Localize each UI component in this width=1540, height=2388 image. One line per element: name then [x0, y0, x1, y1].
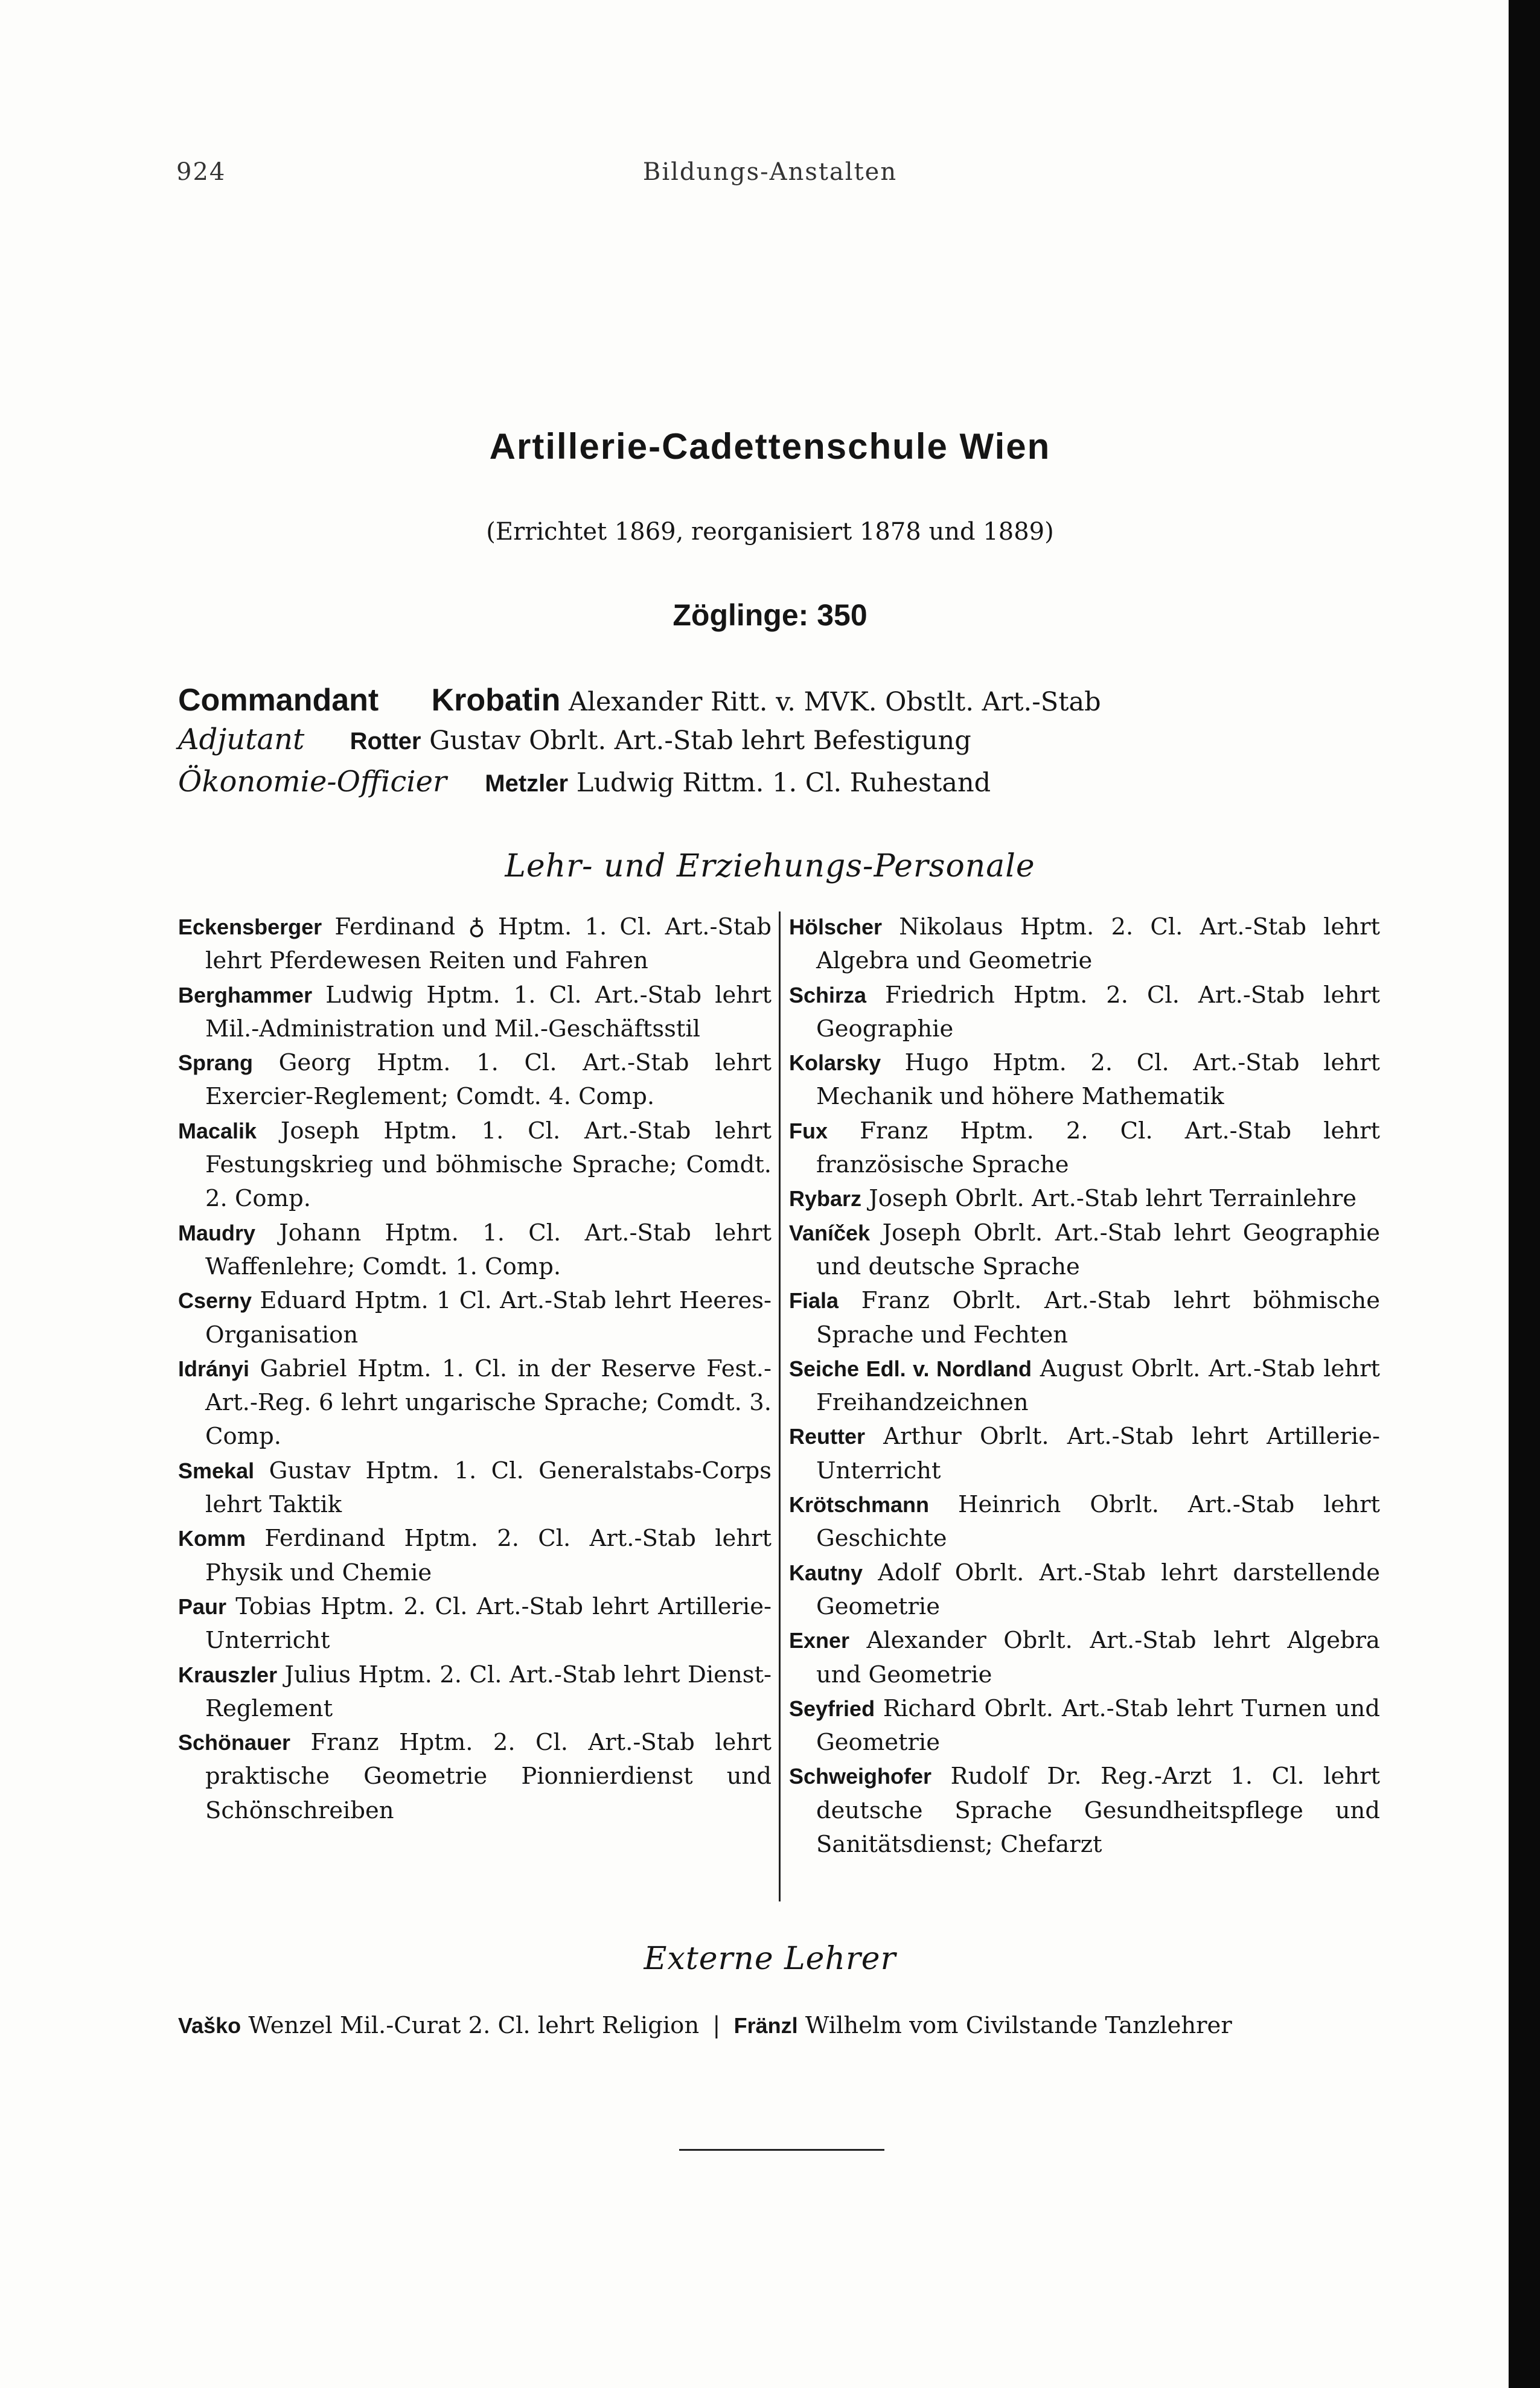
external-teacher-details: Wenzel Mil.-Curat 2. Cl. lehrt Religion	[248, 2012, 700, 2039]
commandant-line	[178, 682, 1101, 718]
list-item: Seiche Edl. v. Nordland August Obrlt. Art.-Stab lehrt Freihandzeichnen	[789, 1355, 1380, 1417]
list-item: Cserny Eduard Hptm. 1 Cl. Art.-Stab lehrt Heeres-Organisation	[178, 1287, 772, 1349]
external-teachers-title: Externe Lehrer	[644, 1941, 896, 1977]
external-teacher-name: Vaško	[178, 2013, 241, 2038]
list-item: Maudry Johann Hptm. 1. Cl. Art.-Stab lehrt Waffenlehre; Comdt. 1. Comp.	[178, 1219, 772, 1280]
list-item: Idrányi Gabriel Hptm. 1. Cl. in der Reserve Fest.-Art.-Reg. 6 lehrt ungarische Sprache; Comdt. 3. Comp.	[178, 1355, 772, 1451]
list-item: Smekal Gustav Hptm. 1. Cl. Generalstabs-Corps lehrt Taktik	[178, 1457, 772, 1519]
page-title: Artillerie-Cadettenschule Wien	[489, 426, 1051, 467]
commandant-role: Commandant	[178, 683, 379, 718]
list-item: Rybarz Joseph Obrlt. Art.-Stab lehrt Terrainlehre	[789, 1185, 1357, 1213]
pupil-count: Zöglinge: 350	[673, 598, 867, 632]
column-divider	[779, 911, 781, 1901]
list-item: Paur Tobias Hptm. 2. Cl. Art.-Stab lehrt Artillerie-Unterricht	[178, 1592, 772, 1655]
economy-officer-name: Metzler	[485, 770, 569, 797]
commandant-details: Alexander Ritt. v. MVK. Obstlt. Art.-Stab	[569, 687, 1101, 717]
list-item: Seyfried Richard Obrlt. Art.-Stab lehrt Turnen und Geometrie	[789, 1694, 1380, 1757]
adjutant-details: Gustav Obrlt. Art.-Stab lehrt Befestigung	[429, 726, 971, 756]
list-item: Eckensberger Ferdinand ♁ Hptm. 1. Cl. Art.-Stab lehrt Pferdewesen Reiten und Fahren	[178, 913, 772, 975]
running-title: Bildungs-Anstalten	[642, 158, 898, 186]
staff-list-right	[789, 910, 1380, 1862]
list-item: Fiala Franz Obrlt. Art.-Stab lehrt böhmische Sprache und Fechten	[789, 1287, 1381, 1349]
list-item: Krauszler Julius Hptm. 2. Cl. Art.-Stab lehrt Dienst-Reglement	[178, 1661, 772, 1722]
adjutant-name: Rotter	[350, 728, 421, 755]
staff-list-left	[178, 910, 772, 1828]
scan-border	[1509, 0, 1540, 2388]
founding-note: (Errichtet 1869, reorganisiert 1878 und 1889)	[486, 518, 1054, 546]
adjutant-role: Adjutant	[178, 723, 305, 756]
section-title: Lehr- und Erziehungs-Personale	[505, 848, 1035, 884]
list-item: Kolarsky Hugo Hptm. 2. Cl. Art.-Stab lehrt Mechanik und höhere Mathematik	[789, 1049, 1381, 1111]
end-rule	[679, 2149, 884, 2151]
list-item: Krötschmann Heinrich Obrlt. Art.-Stab lehrt Geschichte	[789, 1491, 1380, 1553]
list-item: Fux Franz Hptm. 2. Cl. Art.-Stab lehrt französische Sprache	[789, 1117, 1380, 1179]
list-item: Komm Ferdinand Hptm. 2. Cl. Art.-Stab lehrt Physik und Chemie	[178, 1525, 772, 1586]
economy-officer-role: Ökonomie-Officier	[178, 765, 447, 799]
page-number: 924	[176, 158, 226, 186]
list-item: Vaníček Joseph Obrlt. Art.-Stab lehrt Geographie und deutsche Sprache	[789, 1219, 1380, 1280]
external-teachers-line	[178, 2012, 1232, 2039]
list-item: Kautny Adolf Obrlt. Art.-Stab lehrt darstellende Geometrie	[789, 1559, 1380, 1620]
list-item: Reutter Arthur Obrlt. Art.-Stab lehrt Artillerie-Unterricht	[789, 1423, 1380, 1484]
list-item: Hölscher Nikolaus Hptm. 2. Cl. Art.-Stab lehrt Algebra und Geometrie	[789, 913, 1380, 975]
separator: |	[712, 2012, 721, 2039]
external-teacher-details: Wilhelm vom Civilstande Tanzlehrer	[805, 2012, 1232, 2039]
list-item: Berghammer Ludwig Hptm. 1. Cl. Art.-Stab lehrt Mil.-Administration und Mil.-Geschäftsstil	[178, 981, 772, 1042]
external-teacher-name: Fränzl	[733, 2013, 798, 2038]
economy-officer-details: Ludwig Rittm. 1. Cl. Ruhestand	[576, 768, 991, 798]
economy-officer-line	[178, 765, 991, 799]
list-item: Macalik Joseph Hptm. 1. Cl. Art.-Stab lehrt Festungskrieg und böhmische Sprache; Comdt. 2. Comp.	[178, 1117, 772, 1213]
list-item: Schweighofer Rudolf Dr. Reg.-Arzt 1. Cl. lehrt deutsche Sprache Gesundheitspflege und Sanitätsdienst; Chefarzt	[789, 1763, 1380, 1859]
commandant-name: Krobatin	[431, 683, 561, 718]
adjutant-line	[178, 723, 971, 756]
list-item: Exner Alexander Obrlt. Art.-Stab lehrt Algebra und Geometrie	[789, 1627, 1380, 1688]
list-item: Schönauer Franz Hptm. 2. Cl. Art.-Stab lehrt praktische Geometrie Pionnierdienst und Schönschreiben	[178, 1729, 772, 1824]
list-item: Sprang Georg Hptm. 1. Cl. Art.-Stab lehrt Exercier-Reglement; Comdt. 4. Comp.	[178, 1049, 772, 1111]
list-item: Schirza Friedrich Hptm. 2. Cl. Art.-Stab lehrt Geographie	[789, 981, 1380, 1042]
